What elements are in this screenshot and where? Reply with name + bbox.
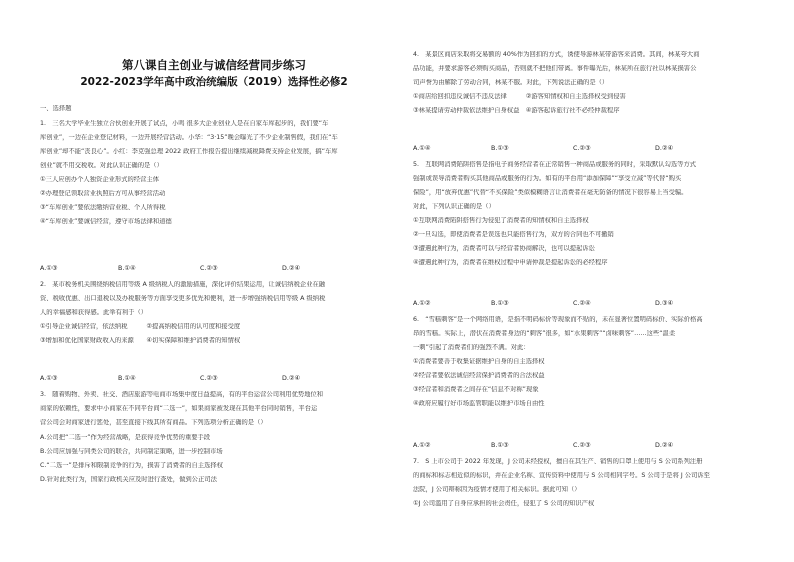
q6-line: ③经营者和消费者之间存在“信息不对称”现象 xyxy=(413,386,539,393)
q6-line: 昂的雪糕。实际上，潜伏在消费者身边的“刺客”很多，如“水果刺客”“卤味刺客”……这些“温柔 xyxy=(413,330,676,337)
q6-line: 6. “雪糕刺客”是一个网络用语，是指不明码标价等现象而不贴的，未在显著位置明码标价、实际价格高 xyxy=(413,316,703,323)
q3-line: 营公司会对商家进行惩处，甚至直接下线其所有商品。下列选项分析正确的是（） xyxy=(40,419,267,426)
q1-line: ④“车库创业”要诚信经营，遵守市场法律和道德 xyxy=(40,218,172,225)
option: C.②④ xyxy=(573,300,591,307)
option: A.①② xyxy=(413,442,431,449)
q3-line: B.公司应加强与同类公司的联合，共同制定策略，进一步控制市场 xyxy=(40,448,223,455)
section-heading: 一、选择题 xyxy=(40,105,72,112)
q7-line: 7. S 上市公司于 2022 年发现，J 公司未经授权，擅自在其生产、销售的口罩上使用与 S 公司系列注册 xyxy=(413,458,703,465)
q2-line: ①引导企业诚信经营，依法纳税 ②提高纳税信用的认可度和接受度 xyxy=(40,323,241,330)
q6-line: ①消费者要善于收集证据维护自身的自主选择权 xyxy=(413,358,545,365)
q6-line: ②经营者要依法诚信经营保护消费者的合法权益 xyxy=(413,372,545,379)
option: D.②④ xyxy=(655,145,674,152)
page-subtitle: 2022-2023学年高中政治统编版（2019）选择性必修2 xyxy=(80,76,348,88)
q1-line: ①三人应创办个人独资企业形式的经营主体 xyxy=(40,176,159,183)
option: D.②④ xyxy=(655,442,674,449)
option: D.②④ xyxy=(282,375,301,382)
option: B.①③ xyxy=(491,300,509,307)
q4-line: 司声誉为由解除了劳动合同，林某不服。对此，下列说法正确的是（） xyxy=(413,79,609,86)
q1-line: ③“车库创业”要依法缴纳营业税、个人所得税 xyxy=(40,204,166,211)
option: C.②③ xyxy=(200,265,218,272)
q6-line: ④政府应履行好市场监管职能以维护市场自由性 xyxy=(413,400,545,407)
q6-line: 一刺”引起了消费者们的强烈不满。对此： xyxy=(413,344,530,351)
q5-options xyxy=(413,300,763,308)
option: A.①② xyxy=(413,300,431,307)
q7-line: ①J 公司滥用了自身应承担的社会责任，侵犯了 S 公司的知识产权 xyxy=(413,500,595,507)
option: B.①③ xyxy=(491,145,509,152)
q3-line: A.公司把“二选一”作为经营战略，是获得竞争优势的重要手段 xyxy=(40,434,211,441)
q2-line: 资、税收优惠、出口退税以及办税服务等方面享受更多优先和便利，进一步增强纳税信用等级 A 级纳税 xyxy=(40,295,326,302)
option: B.①④ xyxy=(118,265,136,272)
q1-line: ②办理登记领取营业执照后方可从事经营活动 xyxy=(40,190,166,197)
q4-options xyxy=(413,145,763,153)
q6-options xyxy=(413,442,763,450)
q2-line: 人的幸福感和获得感。此举有利于（） xyxy=(40,309,148,316)
q7-line: 法院，J 公司辩称因为疫情才使用了相关标识。据此可知（） xyxy=(413,486,581,493)
page-title: 第八课自主创业与诚信经营同步练习 xyxy=(122,58,306,72)
q2-line: 2. 某市税务机关围绕纳税信用等级 A 级纳税人的激励措施，深化评价结果运用，让诚信纳税企业在融 xyxy=(40,281,326,288)
option: C.②③ xyxy=(573,145,591,152)
option: D.②④ xyxy=(282,265,301,272)
q7-line: 的商标和标志相近似的标识，并在企业名称、宣传资料中使用与 S 公司相同字号。S 公司于是将 J 公司诉至 xyxy=(413,472,710,479)
q1-line: 1. 三名大学毕业生独立合伙创业开展了试点，小鸣 很多大企业创业人是在自家车库起步的，我们要“车 xyxy=(40,120,329,127)
q4-line: 4. 某景区商店采取将交易额的 40%作为回扣的方式，诱使导游林某带游客来消费。其间，林某夸大商 xyxy=(413,51,700,58)
q5-line: 保险”，用“放弃优惠”代替“不买保险”类似模糊语言让消费者在毫无防备的情况下很容易上当受骗。 xyxy=(413,189,688,196)
q4-line: ①商店给回扣违反诚信不违反法律 ②游客知情权和自主选择权受到侵害 xyxy=(413,93,626,100)
q5-line: ①互联网消费陷阱搭售行为侵犯了消费者的知情权和自主选择权 xyxy=(413,217,589,224)
option: B.①④ xyxy=(118,375,136,382)
q4-line: 品功能，并要求游客必须购买商品，否则就不把他们带离。事件曝光后，林某所在旅行社以林某损害公 xyxy=(413,65,697,72)
option: B.①③ xyxy=(491,442,509,449)
q3-line: 商家的依赖性，要求中小商家在不同平台间“二选一”，如果商家被发现在其他平台同时销售，平台运 xyxy=(40,405,318,412)
q2-line: ③增加和优化国家财政收入的来源 ④切实保障和维护消费者的知情权 xyxy=(40,337,241,344)
q5-line: 强制或误导消费者购买其他商品或服务的行为。如有的平台用“添加保障”“享受立减”等代替“购买 xyxy=(413,175,682,182)
q2-options xyxy=(40,375,388,383)
q4-line: ③林某提请劳动仲裁依法维护自身权益 ④游客起诉旅行社不必经仲裁程序 xyxy=(413,107,620,114)
q1-line: 创业”就不用交税收。对此认识正确的是（） xyxy=(40,162,163,169)
q5-line: ③遭遇此种行为，消费者可以与经营者协商解决，也可以提起诉讼 xyxy=(413,245,595,252)
q5-line: ②一旦勾选，即使消费者是误选也只能搭售行为，双方的合同也不可撤销 xyxy=(413,231,614,238)
q5-line: 对此，下列认识正确的是（） xyxy=(413,203,495,210)
q5-line: ④遭遇此种行为，消费者在维权过程中申请仲裁是提起诉讼的必经程序 xyxy=(413,259,608,266)
option: D.③④ xyxy=(655,300,674,307)
q3-line: C.“二选一”是排斥和限制竞争的行为，损害了消费者的自主选择权 xyxy=(40,462,223,469)
option: C.②③ xyxy=(200,375,218,382)
option: A.①③ xyxy=(40,265,58,272)
q3-line: 3. 随着购物、外卖、社交、酒店旅游等电商市场集中度日益提高，有的平台运营公司利用优势地位和 xyxy=(40,391,324,398)
option: A.①③ xyxy=(40,375,58,382)
q1-line: 库创业”，一边在企业登记材料，一边开展经营活动。小华：“3·15”晚会曝光了不少企业制售假，我们在“车 xyxy=(40,134,338,141)
option: C.②③ xyxy=(573,442,591,449)
q1-options xyxy=(40,265,388,273)
q1-line: 库创业”却不能“丧良心”。小红：李克强总理 2022 政府工作报告提出继续减税降费支持企业发展，搞“车库 xyxy=(40,148,338,155)
q3-line: D.针对此类行为，国家行政机关应及时进行查处，做到公正司法 xyxy=(40,476,217,483)
option: A.①④ xyxy=(413,145,431,152)
q5-line: 5. 互联网消费陷阱搭售是指电子商务经营者在正常销售一种商品或服务的同时，采取默认勾选等方式 xyxy=(413,161,697,168)
